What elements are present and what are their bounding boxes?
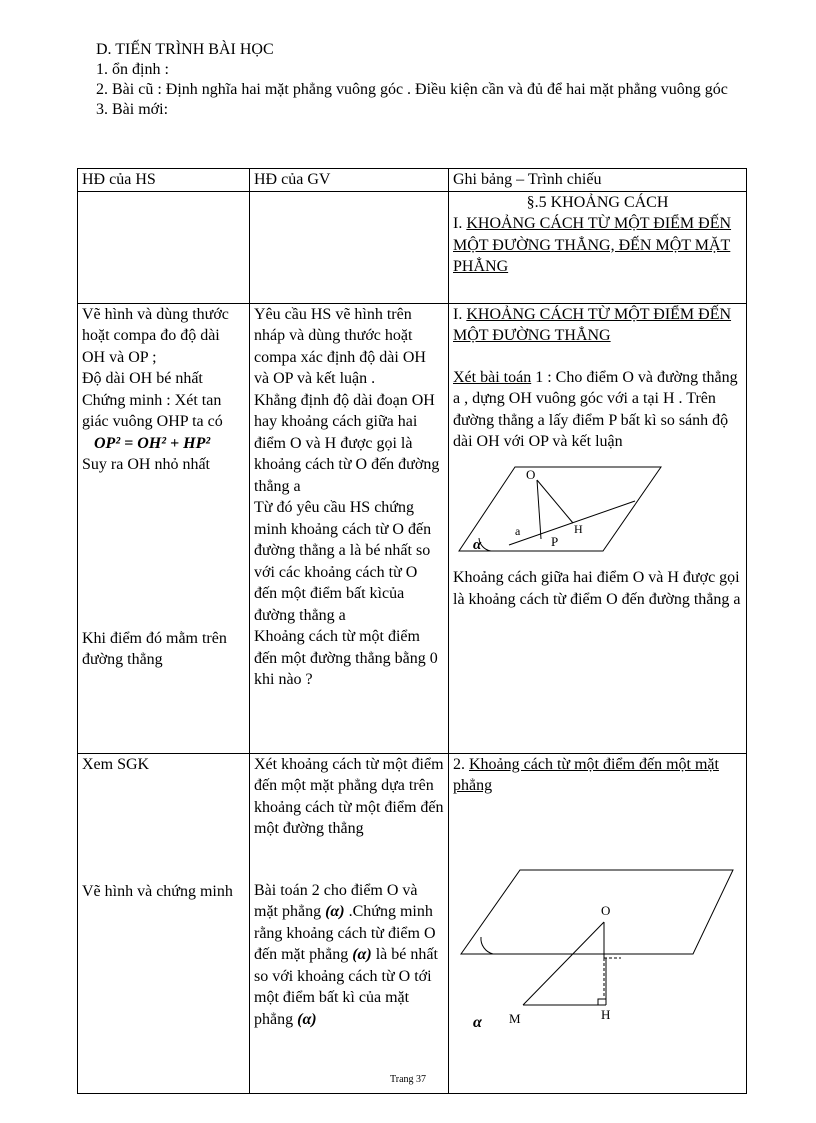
lesson-intro xyxy=(96,40,756,120)
intro-item-3: 3. Bài mới: xyxy=(96,101,169,118)
problem-1-label: Xét bài toán xyxy=(453,368,532,386)
label-h: H xyxy=(574,521,583,536)
hs-conclusion: Suy ra OH nhỏ nhất xyxy=(82,456,210,473)
hs-on-line: Khi điểm đó mằm trên đường thẳng xyxy=(82,629,227,668)
label-m: M xyxy=(509,1010,521,1026)
label-o: O xyxy=(526,466,536,482)
hs-draw-prove: Vẽ hình và chứng minh xyxy=(82,883,233,900)
hs-smallest: Độ dài OH bé nhất xyxy=(82,370,203,387)
lesson-table xyxy=(77,168,747,1094)
row1-gv-cell xyxy=(250,191,449,303)
problem-1 xyxy=(453,367,742,453)
angle-mark xyxy=(481,937,493,954)
table-row xyxy=(78,303,747,753)
problem-2-text: .Chứng minh rằng khoảng cách từ điểm O đến mặt phẳng xyxy=(254,903,436,963)
table-row xyxy=(78,191,747,303)
row1-board-cell xyxy=(449,191,747,303)
board-heading xyxy=(453,304,742,347)
plane-symbol: (α) xyxy=(352,946,372,963)
plane-symbol: (α) xyxy=(297,1010,317,1028)
board-heading-2-text: Khoảng cách từ một điểm đến một mặt phẳng xyxy=(453,755,719,794)
board-note: Khoảng cách giữa hai điểm O và H được gọi là khoảng cách từ điểm O đến đường thẳng a xyxy=(453,569,741,608)
plane-symbol: (α) xyxy=(325,903,345,920)
problem-2 xyxy=(254,880,444,1031)
label-o: O xyxy=(601,902,611,918)
board-heading-2 xyxy=(453,754,742,797)
header-gv: HĐ của GV xyxy=(250,169,449,192)
gv-prove: Từ đó yêu cầu HS chứng minh khoảng cách từ O đến đường thẳng a là bé nhất so với các khoảng cách từ O đến một điểm bất kìcủa đường thẳng a xyxy=(254,499,432,624)
label-a: a xyxy=(515,523,521,538)
table-row xyxy=(78,753,747,1093)
label-h: H xyxy=(601,1006,611,1022)
section-heading-prefix: I. xyxy=(453,215,467,232)
problem-1-text: 1 : Cho điểm O và đường thẳng a , dựng OH vuông góc với a tại H . Trên đường thẳng a lấy điểm P bất kì so sánh độ dài OH với OP và kết luận xyxy=(453,368,738,450)
hs-draw-measure: Vẽ hình và dùng thước hoặt compa đo độ dài OH và OP ; xyxy=(82,305,229,366)
section-heading xyxy=(453,213,742,278)
row1-hs-cell xyxy=(78,191,250,303)
figure-point-line xyxy=(453,453,742,561)
intro-item-2: 2. Bài cũ : Định nghĩa hai mặt phẳng vuông góc . Điều kiện cần và đủ để hai mặt phẳng vuông góc xyxy=(96,81,728,98)
gv-request: Yêu cầu HS vẽ hình trên nháp và dùng thước hoặt compa xác định độ dài OH và OP và kết luận . xyxy=(254,305,426,387)
row2-gv-cell xyxy=(250,303,449,753)
header-hs: HĐ của HS xyxy=(78,169,250,192)
problem-2-intro: Bài toán 2 cho điểm O và mặt phẳng xyxy=(254,881,418,920)
section-title: §.5 KHOẢNG CÁCH xyxy=(526,193,669,211)
segment-oh xyxy=(537,480,573,523)
right-angle-mark xyxy=(598,999,606,1005)
label-alpha: α xyxy=(473,536,482,553)
pythagoras-formula: OP² = OH² + HP² xyxy=(94,434,211,452)
line-a xyxy=(509,501,635,545)
plane-alpha xyxy=(461,870,733,954)
gv-assert: Khẳng định độ dài đoạn OH hay khoảng cách giữa hai điểm O và H được gọi là khoảng cách từ O đến đường thẳng a xyxy=(254,391,440,495)
label-alpha: α xyxy=(473,1013,482,1031)
hs-proof: Chứng minh : Xét tan giác vuông OHP ta có xyxy=(82,391,223,430)
hs-see-textbook: Xem SGK xyxy=(82,755,150,773)
segment-op xyxy=(537,480,541,539)
page-footer: Trang 37 xyxy=(389,1074,427,1085)
figure-point-plane xyxy=(453,797,742,1031)
gv-consider: Xét khoảng cách từ một điểm đến một mặt phẳng dựa trên khoảng cách từ một điểm đến một đường thẳng xyxy=(254,755,444,837)
board-heading-text: KHOẢNG CÁCH TỪ MỘT ĐIỂM ĐẾN MỘT ĐƯỜNG THẲNG xyxy=(453,305,732,344)
section-heading-text: KHOẢNG CÁCH TỪ MỘT ĐIỂM ĐẾN MỘT ĐƯỜNG THẲNG, ĐẾN MỘT MẶT PHẲNG xyxy=(453,215,732,275)
table-header-row xyxy=(78,169,747,192)
intro-item-1: 1. ổn định : xyxy=(96,61,169,78)
board-heading-2-prefix: 2. xyxy=(453,755,469,773)
row2-hs-cell xyxy=(78,303,250,753)
label-p: P xyxy=(551,533,559,549)
intro-heading: D. TIẾN TRÌNH BÀI HỌC xyxy=(96,41,274,58)
plane-alpha xyxy=(459,467,661,551)
row3-hs-cell xyxy=(78,753,250,1093)
board-heading-prefix: I. xyxy=(453,305,467,323)
header-board: Ghi bảng – Trình chiếu xyxy=(449,169,747,192)
row2-board-cell xyxy=(449,303,747,753)
gv-question: Khoảng cách từ một điểm đến một đường thẳng bằng 0 khi nào ? xyxy=(254,628,438,688)
row3-gv-cell xyxy=(250,753,449,1093)
row3-board-cell xyxy=(449,753,747,1093)
segment-om xyxy=(523,922,604,1005)
problem-2-text-cont: là bé nhất so với khoảng cách từ O tới một điểm bất kì của mặt phẳng xyxy=(254,946,438,1028)
